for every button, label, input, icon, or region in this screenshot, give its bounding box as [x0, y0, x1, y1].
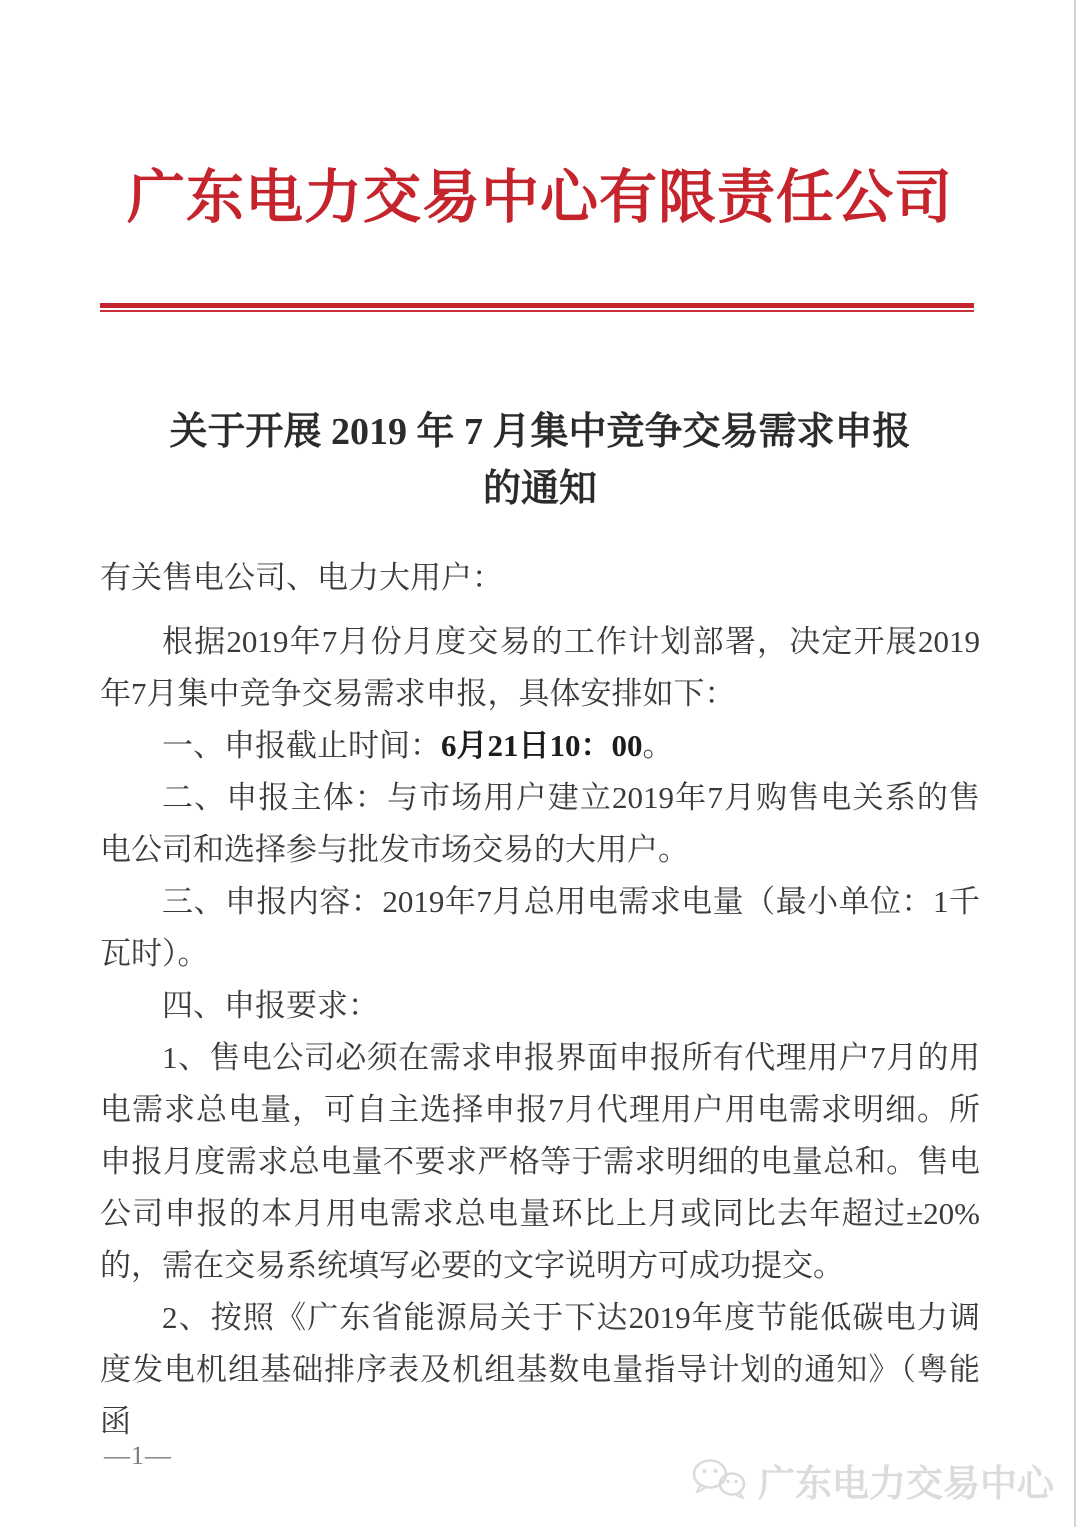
wechat-icon — [690, 1457, 748, 1503]
deadline-label: 一、申报截止时间： — [162, 727, 441, 763]
paragraph-item-1-deadline — [100, 720, 980, 772]
document-title-line1: 关于开展 2019 年 7 月集中竞争交易需求申报 — [169, 410, 911, 453]
notice-body — [0, 404, 1080, 1448]
body-text-block — [100, 552, 980, 1448]
red-divider — [100, 303, 974, 312]
deadline-value: 6月21日10：00 — [441, 727, 643, 763]
deadline-period: 。 — [642, 727, 674, 763]
wechat-watermark — [690, 1453, 1054, 1507]
paragraph-item-2-subject: 二、申报主体：与市场用户建立2019年7月购售电关系的售电公司和选择参与批发市场交易的大用户。 — [100, 779, 980, 867]
letterhead — [0, 165, 1080, 312]
company-name-title: 广东电力交易中心有限责任公司 — [126, 165, 953, 230]
document-title — [80, 404, 1000, 518]
paragraph-item-3-content: 三、申报内容：2019年7月总用电需求电量（最小单位：1千瓦时）。 — [100, 883, 980, 971]
document-title-line2: 的通知 — [482, 467, 597, 510]
salutation: 有关售电公司、电力大用户： — [100, 559, 503, 595]
paragraph-opening: 根据2019年7月份月度交易的工作计划部署，决定开展2019年7月集中竞争交易需求申报，具体安排如下： — [100, 623, 980, 711]
page-number: —1— — [104, 1441, 172, 1470]
red-divider-thin-bar — [100, 310, 974, 312]
watermark-text: 广东电力交易中心 — [758, 1463, 1054, 1504]
paragraph-requirement-1: 1、售电公司必须在需求申报界面申报所有代理用户7月的用电需求总电量，可自主选择申报7月代理用户用电需求明细。所申报月度需求总电量不要求严格等于需求明细的电量总和。售电公司申报的本月用电需求总电量环比上月或同比去年超过±20%的，需在交易系统填写必要的文字说明方可成功提交。 — [100, 1039, 980, 1283]
scan-edge-line — [1074, 0, 1076, 1527]
paragraph-item-4-requirements: 四、申报要求： — [162, 987, 379, 1023]
paragraph-requirement-2: 2、按照《广东省能源局关于下达2019年度节能低碳电力调度发电机组基础排序表及机组基数电量指导计划的通知》（粤能函 — [100, 1299, 980, 1439]
